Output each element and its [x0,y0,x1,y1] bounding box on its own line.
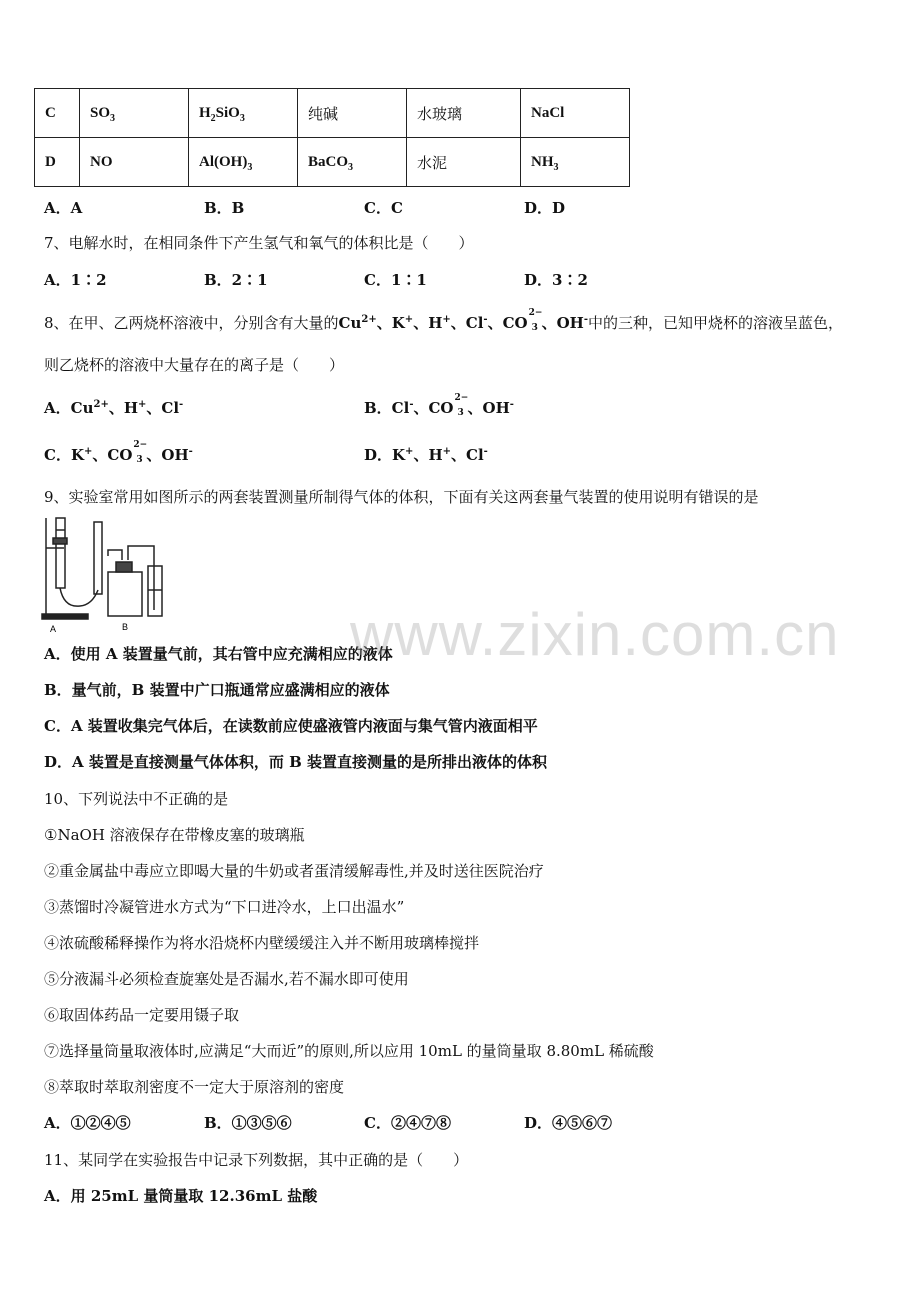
option-d: D．D [524,199,566,217]
question-8-line2: 则乙烧杯的溶液中大量存在的离子是（ ） [44,356,345,374]
question-11-stem: 11、某同学在实验报告中记录下列数据，其中正确的是（ ） [44,1151,469,1169]
option-c: C．②④⑦⑧ [364,1114,451,1132]
table-row [35,138,630,187]
table-cell: $SO_3$ [80,89,189,138]
list-item: ④浓硫酸稀释操作为将水沿烧杯内壁缓缓注入并不断用玻璃棒搅拌 [44,934,480,952]
question-10-stem: 10、下列说法中不正确的是 [44,790,229,808]
watermark: www.zixin.com.cn [350,601,840,668]
table-cell: 水泥 [407,138,521,187]
figure-label-b: B [122,622,129,632]
option-a: A．$Cu^{2+}$、H+、Cl- [44,399,184,417]
table-cell: BaCO$_3$ [298,138,407,187]
table-cell: NaCl [521,89,630,138]
option-c: C．1∶1 [364,271,427,289]
option-b: B．Cl-、CO 2− 3 、OH- [364,393,514,418]
table-cell: $H_2SiO_3$ [189,89,298,138]
gas-measuring-apparatus-figure [36,510,176,638]
list-item: ⑦选择量筒量取液体时,应满足“大而近”的原则,所以应用 10mL 的量筒量取 8.80mL 稀硫酸 [44,1042,654,1060]
table-cell: 纯碱 [298,89,407,138]
option-d: D．A 装置是直接测量气体体积，而 B 装置直接测量的是所排出液体的体积 [44,753,547,771]
question-9-stem: 9、实验室常用如图所示的两套装置测量所制得气体的体积，下面有关这两套量气装置的使用说明有错误的是 [44,488,759,506]
option-d: D．K+、H+、Cl- [364,446,488,464]
table-cell: NO [80,138,189,187]
answer-table [34,88,630,187]
list-item: ③蒸馏时冷凝管进水方式为“下口进冷水，上口出温水” [44,898,405,916]
table-cell: $NH_3$ [521,138,630,187]
list-item: ⑤分液漏斗必须检查旋塞处是否漏水,若不漏水即可使用 [44,970,409,988]
option-b: B．①③⑤⑥ [204,1114,292,1132]
option-c: C．C [364,199,403,217]
table-row [35,89,630,138]
list-item: ⑧萃取时萃取剂密度不一定大于原溶剂的密度 [44,1078,345,1096]
option-b: B．2∶1 [204,271,268,289]
option-a: A．使用 A 装置量气前，其右管中应充满相应的液体 [44,645,393,663]
option-b: B．量气前，B 装置中广口瓶通常应盛满相应的液体 [44,681,390,699]
option-a: A．用 25mL 量筒量取 12.36mL 盐酸 [44,1187,318,1205]
option-d: D．3∶2 [524,271,588,289]
option-a: A．①②④⑤ [44,1114,131,1132]
option-c: C．A 装置收集完气体后，在读数前应使盛液管内液面与集气管内液面相平 [44,717,538,735]
option-d: D．④⑤⑥⑦ [524,1114,613,1132]
list-item: ②重金属盐中毒应立即喝大量的牛奶或者蛋清缓解毒性,并及时送往医院治疗 [44,862,544,880]
figure-label-a: A [50,624,57,634]
table-cell: $Al(OH)_3$ [189,138,298,187]
option-c: C．K+、CO 2− 3 、OH- [44,440,193,465]
table-cell: 水玻璃 [407,89,521,138]
list-item: ⑥取固体药品一定要用镊子取 [44,1006,240,1024]
question-7-stem: 7、电解水时，在相同条件下产生氢气和氧气的体积比是（ ） [44,234,474,252]
option-a: A．A [44,199,83,217]
row-label: D [35,138,80,187]
option-b: B．B [204,199,245,217]
row-label: C [35,89,80,138]
list-item: ①NaOH 溶液保存在带橡皮塞的玻璃瓶 [44,826,305,844]
question-8-stem: 8、在甲、乙两烧杯溶液中，分别含有大量的$Cu^{2+}$、K+、H+、Cl-、CO 2− 3 、OH-中的三种，已知甲烧杯的溶液呈蓝色， [44,308,843,333]
option-a: A．1∶2 [44,271,107,289]
